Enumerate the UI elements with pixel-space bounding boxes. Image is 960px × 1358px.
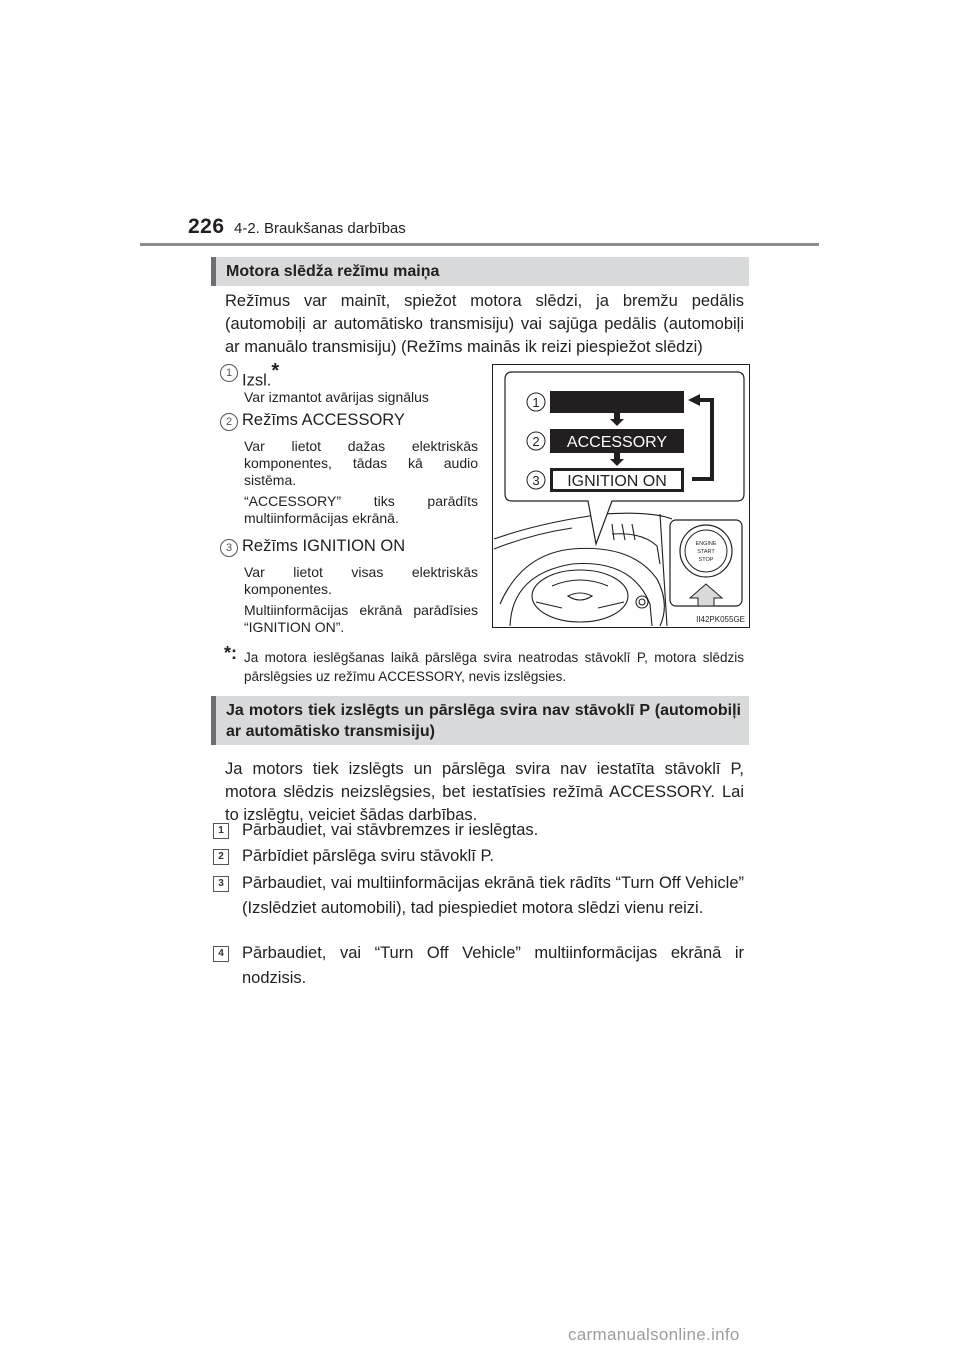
button-text-stop: STOP — [698, 557, 714, 563]
page-number: 226 — [188, 215, 225, 238]
figure-mode-labels — [527, 393, 545, 489]
step-number-1: 1 — [213, 823, 229, 839]
mode-1-label: Izsl. — [242, 371, 272, 390]
mode-number-3: 3 — [220, 539, 238, 557]
mode-number-1: 1 — [220, 364, 238, 382]
step-number-4: 4 — [213, 946, 229, 962]
mode-2-heading: Režīms ACCESSORY — [242, 411, 405, 429]
button-text-start: START — [697, 549, 715, 555]
mode-1-note: Var izmantot avārijas signālus — [244, 389, 429, 405]
mode-3-note-1: Var lietot visas elektriskās komponentes. — [244, 564, 478, 597]
mode-1-asterisk: * — [271, 360, 280, 382]
header-divider — [140, 243, 819, 246]
button-text-engine: ENGINE — [695, 541, 717, 547]
figure-label-1: 1 — [532, 395, 540, 410]
display-ignition-text: IGNITION ON — [567, 473, 667, 490]
figure-code: II42PK055GE — [696, 615, 745, 624]
step-number-2: 2 — [213, 849, 229, 865]
section-title-engine-switch-modes: Motora slēdža režīmu maiņa — [211, 257, 749, 286]
step-number-3: 3 — [213, 876, 229, 892]
figure-label-2: 2 — [532, 434, 540, 449]
chapter-heading: 4-2. Braukšanas darbības — [234, 220, 406, 237]
mode-2-note-2: “ACCESSORY” tiks parādīts multiinformācijas ekrānā. — [244, 493, 478, 526]
display-accessory-text: ACCESSORY — [566, 434, 668, 451]
section2-intro: Ja motors tiek izslēgts un pārslēga svira nav iestatīta stāvoklī P, motora slēdzis neizslēgsies, bet iestatīsies režīmā ACCESSORY. Lai to izslēgtu, veiciet šādas darbības. — [225, 760, 744, 824]
step-1-text: Pārbaudiet, vai stāvbremzes ir ieslēgtas. — [242, 821, 539, 839]
mode-3-heading: Režīms IGNITION ON — [242, 537, 406, 555]
step-2-text: Pārbīdiet pārslēga sviru stāvoklī P. — [242, 847, 494, 865]
figure-label-3: 3 — [532, 473, 540, 488]
mode-number-2: 2 — [220, 413, 238, 431]
mode-1-heading — [242, 362, 279, 391]
section-title-shift-not-in-p: Ja motors tiek izslēgts un pārslēga svira nav stāvoklī P (automobiļi ar automātisko transmisiju) — [211, 696, 749, 745]
step-4-text: Pārbaudiet, vai “Turn Off Vehicle” multiinformācijas ekrānā ir nodzisis. — [242, 944, 744, 987]
section1-intro: Režīmus var mainīt, spiežot motora slēdzi, ja bremžu pedālis (automobiļi ar automātisko transmisiju) vai sajūga pedālis (automobiļi ar manuālo transmisiju) (Režīms mainās ik reizi piespiežot slēdzi) — [225, 292, 744, 356]
display-off-bar — [550, 391, 684, 413]
mode-2-note-1: Var lietot dažas elektriskās komponentes, tādas kā audio sistēma. — [244, 438, 478, 488]
step-3-text: Pārbaudiet, vai multiinformācijas ekrānā tiek rādīts “Turn Off Vehicle” (Izslēdziet automobili), tad piespiediet motora slēdzi vienu reizi. — [242, 874, 744, 917]
mode-3-note-2: Multiinformācijas ekrānā parādīsies “IGNITION ON”. — [244, 602, 478, 635]
footnote-mark: *: — [224, 643, 237, 663]
watermark: carmanualsonline.info — [568, 1325, 740, 1344]
engine-switch-illustration — [492, 364, 750, 628]
footnote-text: Ja motora ieslēgšanas laikā pārslēga svira neatrodas stāvoklī P, motora slēdzis pārslēgsies uz režīmu ACCESSORY, nevis izslēgsies. — [244, 650, 744, 684]
